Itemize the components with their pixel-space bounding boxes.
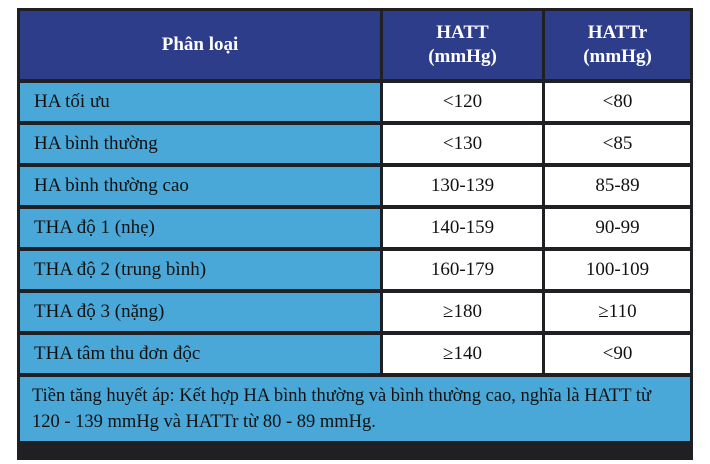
row-systolic: 130-139 (383, 167, 542, 205)
row-diastolic: 100-109 (545, 251, 690, 289)
row-category: THA độ 2 (trung bình) (20, 251, 380, 289)
row-diastolic: ≥110 (545, 293, 690, 331)
row-systolic: 140-159 (383, 209, 542, 247)
footnote (20, 377, 690, 441)
header-diastolic (545, 11, 690, 79)
header-systolic (383, 11, 542, 79)
row-category: HA bình thường (20, 125, 380, 163)
header-category-label: Phân loại (161, 34, 239, 55)
row-diastolic: 85-89 (545, 167, 690, 205)
row-diastolic: <80 (545, 83, 690, 121)
row-category: HA bình thường cao (20, 167, 380, 205)
row-category: THA độ 3 (nặng) (20, 293, 380, 331)
header-diastolic-unit: (mmHg) (583, 46, 652, 67)
row-category: HA tối ưu (20, 83, 380, 121)
bp-classification-table-frame (17, 8, 693, 460)
bp-classification-table (20, 11, 690, 457)
row-systolic: <130 (383, 125, 542, 163)
row-systolic: 160-179 (383, 251, 542, 289)
header-systolic-label: HATT (436, 22, 489, 43)
header-diastolic-label: HATTr (587, 22, 648, 43)
row-category: THA tâm thu đơn độc (20, 335, 380, 373)
row-category: THA độ 1 (nhẹ) (20, 209, 380, 247)
row-systolic: ≥180 (383, 293, 542, 331)
row-systolic: ≥140 (383, 335, 542, 373)
header-category (20, 11, 380, 79)
footnote-text: Tiền tăng huyết áp: Kết hợp HA bình thường và bình thường cao, nghĩa là HATT từ 120 - 139 mmHg và HATTr từ 80 - 89 mmHg. (32, 386, 651, 432)
row-diastolic: <90 (545, 335, 690, 373)
row-diastolic: <85 (545, 125, 690, 163)
header-systolic-unit: (mmHg) (428, 46, 497, 67)
row-diastolic: 90-99 (545, 209, 690, 247)
row-systolic: <120 (383, 83, 542, 121)
